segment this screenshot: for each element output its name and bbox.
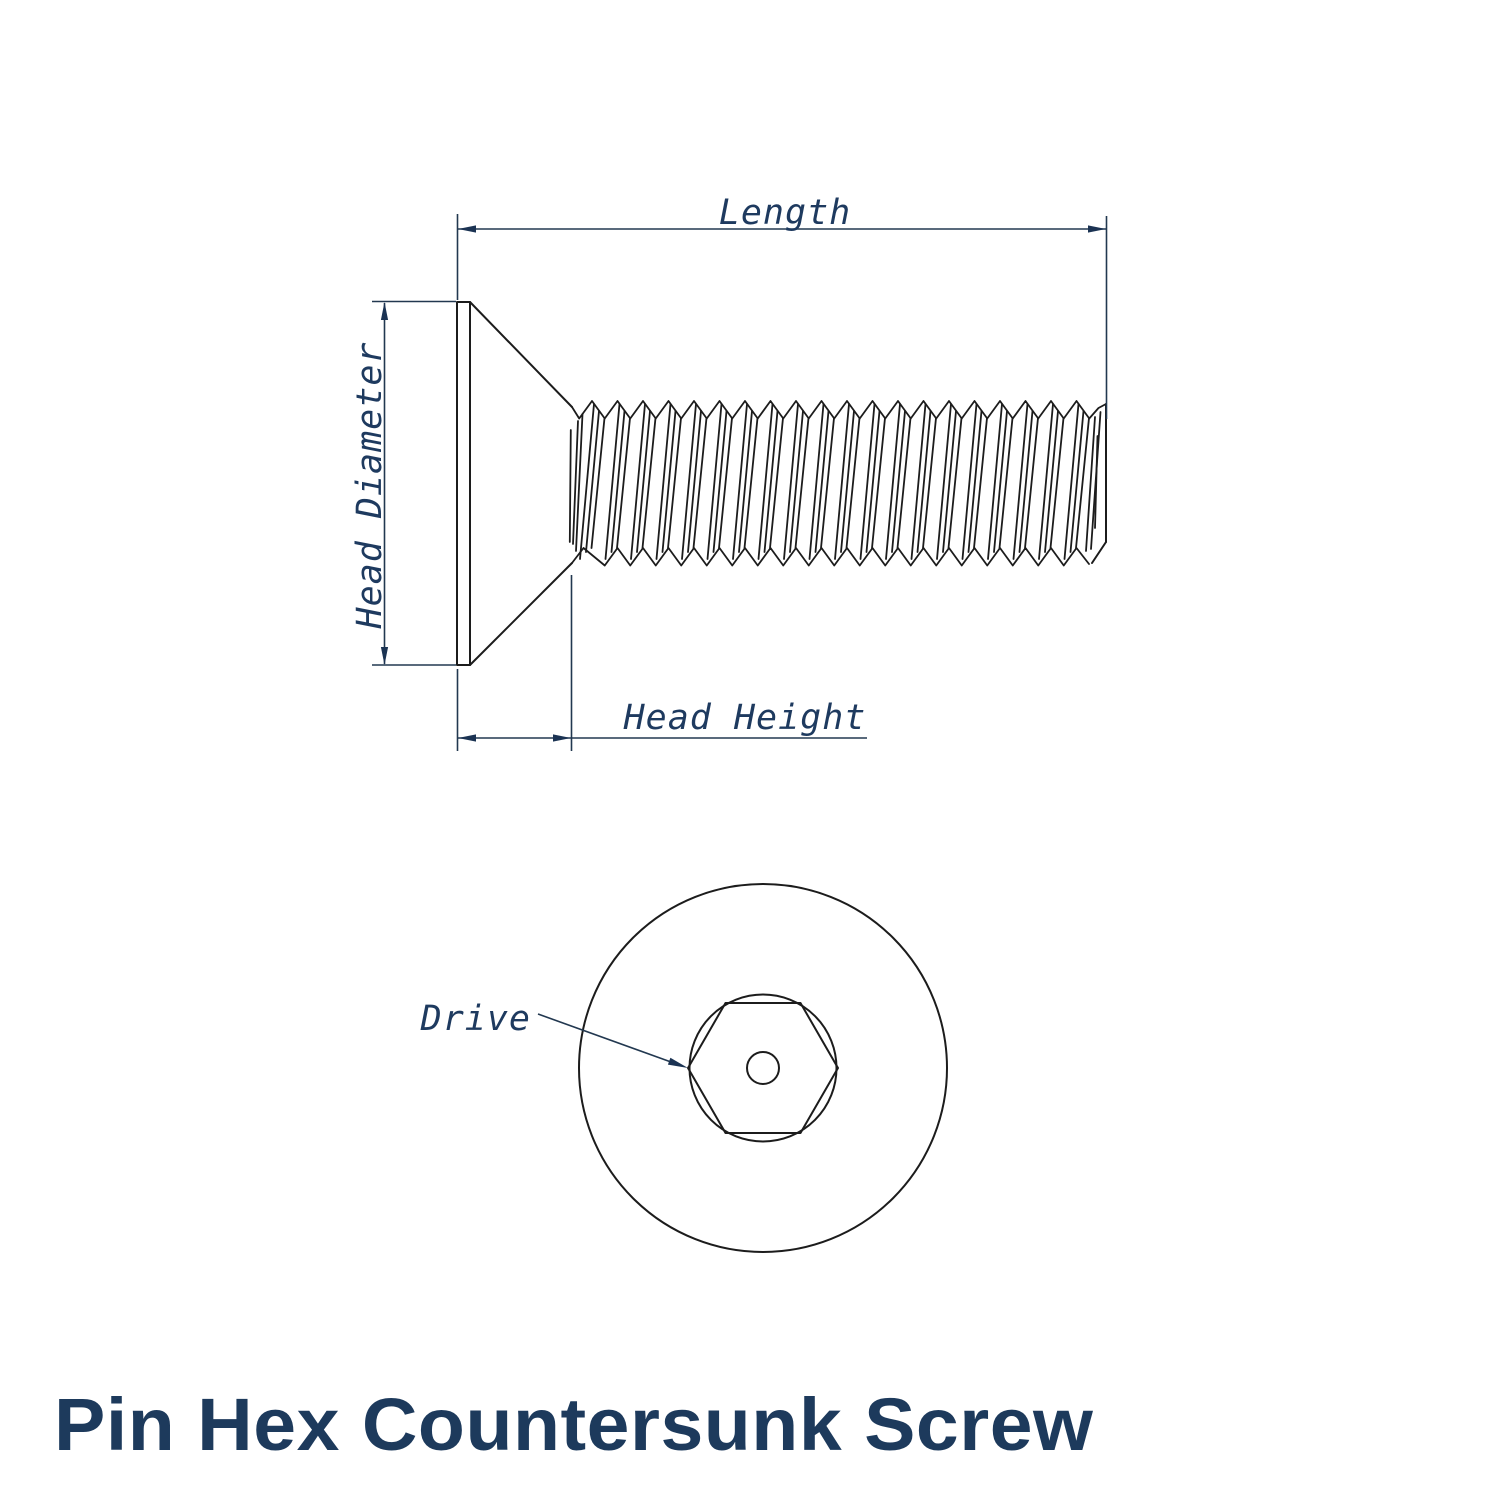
hex-socket <box>688 1003 838 1133</box>
length-arrow-right <box>1088 225 1106 232</box>
head-diameter-dimension <box>350 302 456 666</box>
thread-line <box>923 418 936 548</box>
thread-line <box>572 548 1089 566</box>
head-outer-circle <box>579 884 947 1252</box>
drive-leader-line <box>538 1014 671 1062</box>
drive-label: Drive <box>420 999 531 1039</box>
thread-line <box>770 418 783 548</box>
thread-line <box>617 418 630 548</box>
head-diameter-arrow-top <box>381 302 388 320</box>
thread-line <box>643 418 656 548</box>
thread-line <box>719 418 732 548</box>
head-height-label: Head Height <box>623 698 867 738</box>
length-dimension <box>458 193 1107 419</box>
thread-line <box>821 418 834 548</box>
shank-end-chamfer <box>1092 542 1106 563</box>
side-view <box>457 302 1106 665</box>
center-pin-circle <box>747 1052 779 1084</box>
threaded-shank <box>570 401 1106 566</box>
head-height-dimension <box>458 575 868 751</box>
thread-line <box>796 418 809 548</box>
head-taper-top <box>470 302 572 407</box>
end-view <box>579 884 947 1252</box>
thread-line <box>1025 418 1038 548</box>
thread-line <box>592 418 605 548</box>
thread-line <box>974 418 987 548</box>
thread-line <box>847 418 860 548</box>
length-label: Length <box>718 193 852 233</box>
head-height-arrow-right <box>553 734 571 741</box>
thread-line <box>745 418 758 548</box>
head-taper-bottom <box>470 563 572 665</box>
thread-line <box>949 418 962 548</box>
thread-line <box>1051 418 1064 548</box>
thread-line <box>898 418 911 548</box>
socket-circle <box>690 995 837 1142</box>
length-arrow-left <box>458 225 476 232</box>
head-diameter-arrow-bottom <box>381 647 388 665</box>
drive-callout <box>420 999 688 1068</box>
drive-leader-arrow <box>668 1058 688 1068</box>
thread-line <box>570 430 571 542</box>
thread-line <box>1000 418 1013 548</box>
thread-line <box>1095 436 1098 528</box>
thread-line <box>694 418 707 548</box>
thread-line <box>872 418 885 548</box>
screw-head-rim <box>457 302 470 665</box>
head-height-arrow-left <box>458 734 476 741</box>
page-title: Pin Hex Countersunk Screw <box>54 1383 1094 1466</box>
head-diameter-label: Head Diameter <box>350 341 390 629</box>
thread-line <box>668 418 681 548</box>
